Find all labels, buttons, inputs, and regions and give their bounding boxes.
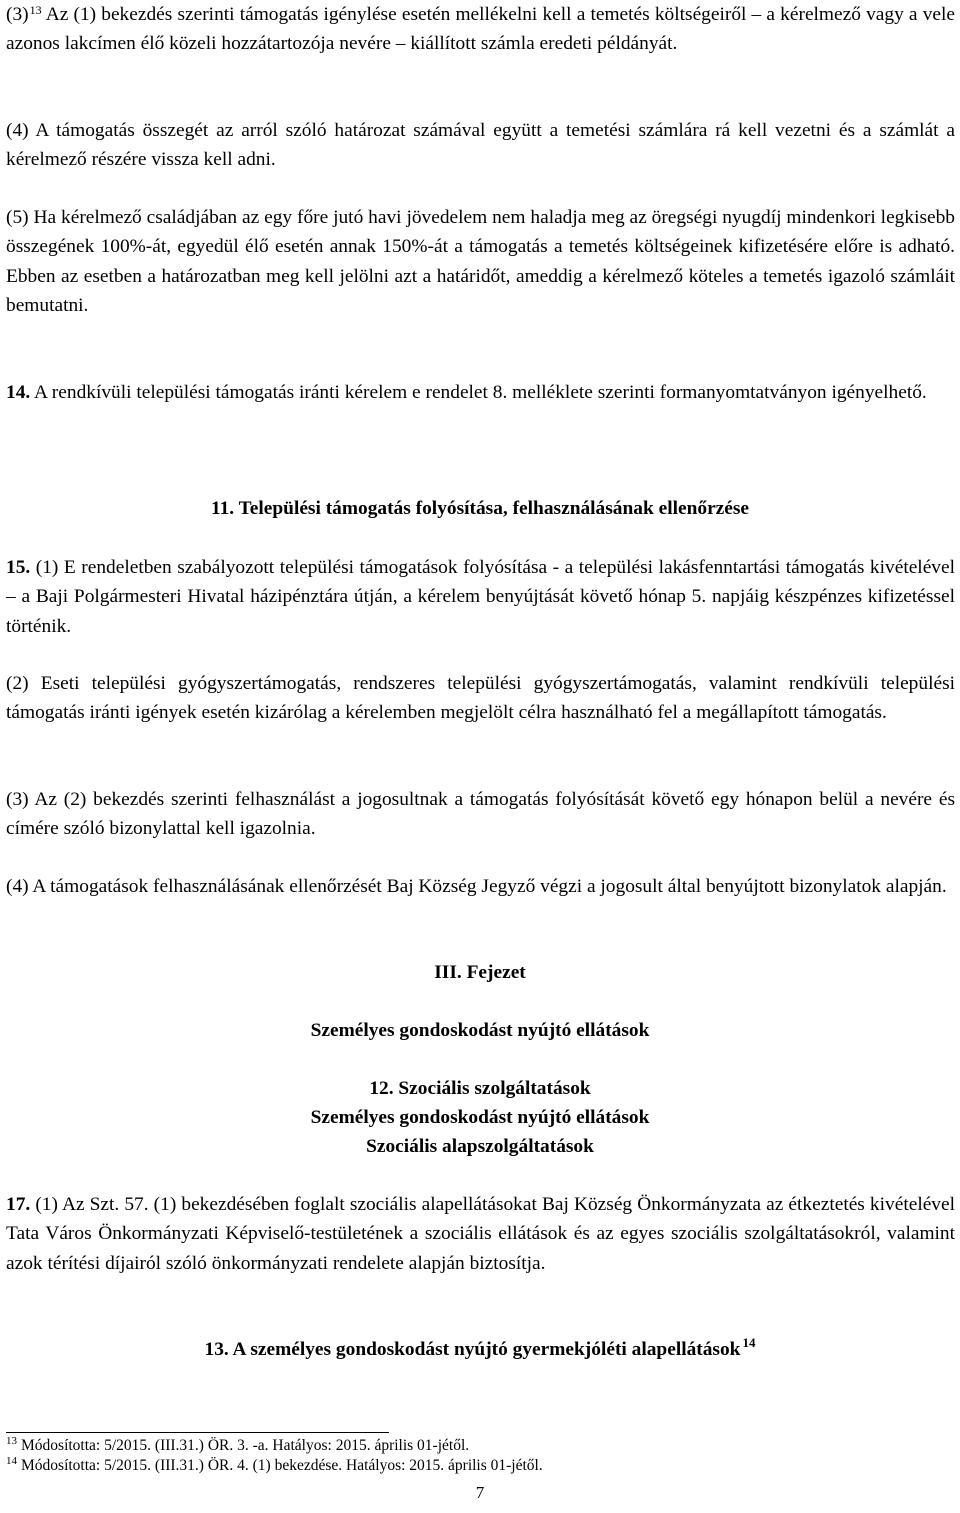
footnote-number: 13 [6, 1435, 17, 1447]
paragraph-text: Az (1) bekezdés szerinti támogatás igénylése esetén mellékelni kell a temetés költségeiről – a kérelmező vagy a vele azonos lakcímen élő közeli hozzátartozója nevére – kiállított számla eredeti példányát. [6, 4, 955, 55]
chapter-13-title [0, 1335, 960, 1365]
section-15-2: (2) Eseti települési gyógyszertámogatás, rendszeres települési gyógyszertámogatás, valamint rendkívüli települési támogatás iránti igények esetén kizárólag a kérelemben megjelölt célra használható fel a megállapított támogatás. [6, 673, 955, 724]
section-15-1 [6, 553, 955, 641]
part-3-subtitle: Személyes gondoskodást nyújtó ellátások [310, 1020, 650, 1041]
section-text: (1) Az Szt. 57. (1) bekezdésében foglalt szociális alapellátásokat Baj Község Önkormányzata az étkeztetés kivételével Tata Város Önkormányzati Képviselő-testületének a szociális ellátások és az egyes szociális szolgáltatásokról, valamint azok térítési díjairól szóló önkormányzati rendelete alapján biztosítja. [6, 1194, 955, 1274]
footnote-14 [6, 1456, 543, 1477]
footnote-text: Módosította: 5/2015. (III.31.) ÖR. 3. -a. Hatályos: 2015. április 01-jétől. [21, 1437, 470, 1454]
chapter-title-text: 13. A személyes gondoskodást nyújtó gyermekjóléti alapellátások [204, 1339, 741, 1360]
section-number: 14. [6, 382, 31, 403]
part-3-title: III. Fejezet [434, 962, 526, 983]
chapter-12-title: 12. Szociális szolgáltatások [369, 1078, 591, 1099]
footnote-ref-14[interactable]: 14 [742, 1335, 756, 1350]
section-text: A rendkívüli települési támogatás iránti kérelem e rendelet 8. melléklete szerinti formanyomtatványon igényelhető. [30, 382, 927, 403]
footnote-13 [6, 1436, 469, 1457]
footnote-separator [6, 1432, 389, 1433]
footnote-number: 14 [6, 1455, 17, 1467]
paragraph-10-3 [6, 0, 955, 59]
section-number: 17. [6, 1194, 31, 1215]
section-15-4: (4) A támogatások felhasználásának ellenőrzését Baj Község Jegyző végzi a jogosult által benyújtott bizonylatok alapján. [6, 876, 947, 897]
footnote-text: Módosította: 5/2015. (III.31.) ÖR. 4. (1) bekezdése. Hatályos: 2015. április 01-jétől. [21, 1457, 543, 1474]
page-number: 7 [475, 1483, 485, 1502]
section-17 [6, 1190, 955, 1278]
paragraph-10-5: (5) Ha kérelmező családjában az egy főre jutó havi jövedelem nem haladja meg az öregségi nyugdíj mindenkori legkisebb összegének 100%-át, egyedül élő esetén annak 150%-át a támogatás a temetés költségeinek kifizetésére előre is adható. Ebben az esetben a határozatban meg kell jelölni azt a határidőt, ameddig a kérelmező köteles a temetés igazoló számláit bemutatni. [6, 207, 955, 316]
section-15-3: (3) Az (2) bekezdés szerinti felhasználást a jogosultnak a támogatás folyósítását követő egy hónapon belül a nevére és címére szóló bizonylattal kell igazolnia. [6, 789, 955, 840]
section-text: (1) E rendeletben szabályozott települési támogatások folyósítása - a települési lakásfenntartási támogatás kivételével – a Baji Polgármesteri Hivatal házipénztára útján, a kérelem benyújtását követő hónap 5. napjáig készpénzes kifizetéssel történik. [6, 557, 955, 637]
section-number: 15. [6, 557, 31, 578]
chapter-12-subtitle-1: Személyes gondoskodást nyújtó ellátások [310, 1107, 650, 1128]
chapter-12-subtitle-2: Szociális alapszolgáltatások [366, 1136, 594, 1157]
paragraph-label: (3) [6, 4, 29, 25]
paragraph-10-4: (4) A támogatás összegét az arról szóló határozat számával együtt a temetési számlára rá kell vezetni és a számlát a kérelmező részére vissza kell adni. [6, 120, 955, 171]
chapter-11-title: 11. Települési támogatás folyósítása, felhasználásának ellenőrzése [210, 498, 750, 519]
section-14 [6, 378, 955, 407]
footnote-ref-13[interactable]: 13 [29, 3, 42, 17]
